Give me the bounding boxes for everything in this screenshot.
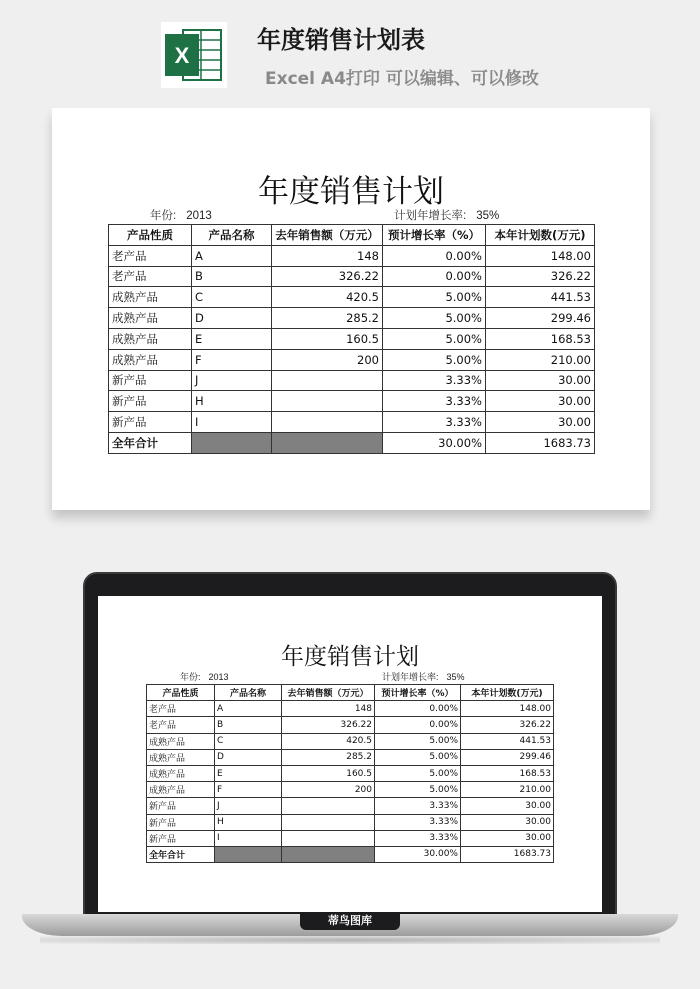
column-header: 预计增长率（%）	[383, 225, 486, 246]
mini-table-cell: 成熟产品	[147, 782, 215, 798]
mini-table-cell: 3.33%	[375, 830, 461, 846]
table-cell: 成熟产品	[109, 349, 192, 370]
mini-table-cell: 1683.73	[461, 846, 554, 862]
mini-table-cell: 新产品	[147, 798, 215, 814]
table-cell: 5.00%	[383, 308, 486, 329]
mini-table-cell	[282, 814, 375, 830]
table-row	[109, 328, 595, 349]
table-cell: 30.00	[486, 391, 595, 412]
mini-table-cell: 285.2	[282, 749, 375, 765]
table-cell	[192, 432, 272, 453]
table-cell: 1683.73	[486, 432, 595, 453]
table-cell: B	[192, 266, 272, 287]
table-cell: E	[192, 328, 272, 349]
table-cell: J	[192, 370, 272, 391]
header	[0, 0, 700, 100]
mini-table-cell: 老产品	[147, 717, 215, 733]
year-field	[150, 207, 212, 223]
mini-table-cell: 5.00%	[375, 733, 461, 749]
column-header: 去年销售额（万元）	[272, 225, 383, 246]
table-row	[109, 370, 595, 391]
mini-table-cell: 成熟产品	[147, 765, 215, 781]
mini-table-cell: 5.00%	[375, 749, 461, 765]
mini-total-row	[147, 846, 554, 862]
mini-table-cell: E	[215, 765, 282, 781]
table-cell: 210.00	[486, 349, 595, 370]
table-cell	[272, 432, 383, 453]
mini-table-cell: 30.00	[461, 830, 554, 846]
mini-table-cell: 0.00%	[375, 717, 461, 733]
mini-table-cell: H	[215, 814, 282, 830]
mini-table-cell: B	[215, 717, 282, 733]
sheet-preview	[52, 108, 650, 510]
table-cell: 成熟产品	[109, 308, 192, 329]
mini-table-row	[147, 798, 554, 814]
mini-table-cell: 160.5	[282, 765, 375, 781]
table-cell: H	[192, 391, 272, 412]
mini-growth-value: 35%	[446, 672, 465, 682]
mini-table-row	[147, 733, 554, 749]
table-cell: A	[192, 245, 272, 266]
mini-table-cell	[282, 830, 375, 846]
table-row	[109, 412, 595, 433]
table-cell: 3.33%	[383, 412, 486, 433]
mini-table-cell: 0.00%	[375, 701, 461, 717]
mini-table-cell: 200	[282, 782, 375, 798]
mini-table-cell: 新产品	[147, 830, 215, 846]
mini-table-row	[147, 765, 554, 781]
table-cell: 5.00%	[383, 287, 486, 308]
mini-table-cell: 成熟产品	[147, 733, 215, 749]
mini-growth-label: 计划年增长率:	[382, 672, 439, 682]
table-row	[109, 391, 595, 412]
table-row	[109, 308, 595, 329]
mini-table-body	[147, 701, 554, 863]
mini-table-cell: 老产品	[147, 701, 215, 717]
mini-year-label: 年份:	[180, 672, 201, 682]
table-cell	[272, 391, 383, 412]
table-cell: 全年合计	[109, 432, 192, 453]
year-value: 2013	[186, 210, 212, 222]
table-row	[109, 266, 595, 287]
mini-table-cell: J	[215, 798, 282, 814]
mini-table-cell: 420.5	[282, 733, 375, 749]
mini-table-cell: 5.00%	[375, 782, 461, 798]
table-cell: 30.00%	[383, 432, 486, 453]
table-cell: 420.5	[272, 287, 383, 308]
mini-table-cell	[282, 846, 375, 862]
growth-field	[394, 207, 499, 223]
table-cell: 0.00%	[383, 266, 486, 287]
table-cell: 30.00	[486, 412, 595, 433]
mini-table-cell: 148	[282, 701, 375, 717]
table-cell: F	[192, 349, 272, 370]
column-header: 产品名称	[192, 225, 272, 246]
mini-table-cell: 5.00%	[375, 765, 461, 781]
mini-table-row	[147, 749, 554, 765]
excel-icon-letter: X	[174, 43, 190, 68]
table-cell: C	[192, 287, 272, 308]
mini-table-cell: 326.22	[282, 717, 375, 733]
mini-column-header: 去年销售额（万元）	[282, 685, 375, 701]
mini-sheet-title: 年度销售计划	[281, 644, 419, 670]
table-cell: 30.00	[486, 370, 595, 391]
table-row	[109, 349, 595, 370]
mini-growth-field	[382, 670, 465, 683]
growth-label: 计划年增长率:	[394, 210, 467, 222]
mini-table-cell: D	[215, 749, 282, 765]
table-cell: 148	[272, 245, 383, 266]
mini-table-row	[147, 814, 554, 830]
mini-table-cell: A	[215, 701, 282, 717]
table-cell: 285.2	[272, 308, 383, 329]
table-cell: 新产品	[109, 391, 192, 412]
table-cell: 168.53	[486, 328, 595, 349]
table-cell: 326.22	[272, 266, 383, 287]
mini-column-header: 本年计划数(万元)	[461, 685, 554, 701]
mini-table-row	[147, 830, 554, 846]
page-subtitle: Excel A4打印 可以编辑、可以修改	[265, 69, 539, 89]
table-cell: 148.00	[486, 245, 595, 266]
table-cell: D	[192, 308, 272, 329]
mini-table-cell: 441.53	[461, 733, 554, 749]
mini-table-cell	[282, 798, 375, 814]
mini-table-cell: 30.00	[461, 814, 554, 830]
table-cell: 老产品	[109, 266, 192, 287]
table-cell	[272, 370, 383, 391]
laptop-shadow	[40, 936, 660, 944]
mini-table-cell: C	[215, 733, 282, 749]
mini-table-cell: 新产品	[147, 814, 215, 830]
page-title: 年度销售计划表	[257, 26, 425, 54]
mini-table-row	[147, 717, 554, 733]
year-label: 年份:	[150, 210, 177, 222]
mini-sales-table	[146, 684, 554, 863]
table-cell: 3.33%	[383, 391, 486, 412]
table-cell: 200	[272, 349, 383, 370]
table-cell: 老产品	[109, 245, 192, 266]
table-cell: 3.33%	[383, 370, 486, 391]
table-cell: I	[192, 412, 272, 433]
sales-table	[108, 224, 595, 454]
mini-table-cell: 148.00	[461, 701, 554, 717]
table-cell: 160.5	[272, 328, 383, 349]
mini-column-header: 产品名称	[215, 685, 282, 701]
column-header: 本年计划数(万元)	[486, 225, 595, 246]
table-body	[109, 245, 595, 453]
mini-table-cell: 成熟产品	[147, 749, 215, 765]
total-row	[109, 432, 595, 453]
table-cell: 299.46	[486, 308, 595, 329]
mini-table-cell: 326.22	[461, 717, 554, 733]
mini-table-cell: 210.00	[461, 782, 554, 798]
mini-column-header: 产品性质	[147, 685, 215, 701]
table-cell: 成熟产品	[109, 328, 192, 349]
sheet-title: 年度销售计划	[258, 174, 444, 210]
table-cell	[272, 412, 383, 433]
excel-icon	[161, 22, 227, 88]
table-cell: 0.00%	[383, 245, 486, 266]
mini-table-row	[147, 782, 554, 798]
mini-table-header-row	[147, 685, 554, 701]
table-cell: 326.22	[486, 266, 595, 287]
mini-table-row	[147, 701, 554, 717]
mini-table-cell: 299.46	[461, 749, 554, 765]
mini-table-cell: 30.00%	[375, 846, 461, 862]
mini-table-cell: 3.33%	[375, 814, 461, 830]
table-cell: 新产品	[109, 412, 192, 433]
mini-table-cell	[215, 846, 282, 862]
mini-year-field	[180, 670, 229, 683]
mini-table-cell: 168.53	[461, 765, 554, 781]
table-cell: 新产品	[109, 370, 192, 391]
table-cell: 成熟产品	[109, 287, 192, 308]
table-cell: 5.00%	[383, 328, 486, 349]
mini-year-value: 2013	[208, 672, 229, 682]
mini-table-cell: 全年合计	[147, 846, 215, 862]
laptop-screen	[98, 596, 602, 912]
table-header-row	[109, 225, 595, 246]
table-cell: 5.00%	[383, 349, 486, 370]
laptop-brand-label: 蒂鸟图库	[300, 912, 400, 930]
column-header: 产品性质	[109, 225, 192, 246]
mini-table-cell: I	[215, 830, 282, 846]
table-row	[109, 245, 595, 266]
mini-column-header: 预计增长率（%）	[375, 685, 461, 701]
table-row	[109, 287, 595, 308]
mini-table-cell: 3.33%	[375, 798, 461, 814]
growth-value: 35%	[476, 210, 500, 222]
mini-table-cell: 30.00	[461, 798, 554, 814]
mini-table-cell: F	[215, 782, 282, 798]
table-cell: 441.53	[486, 287, 595, 308]
